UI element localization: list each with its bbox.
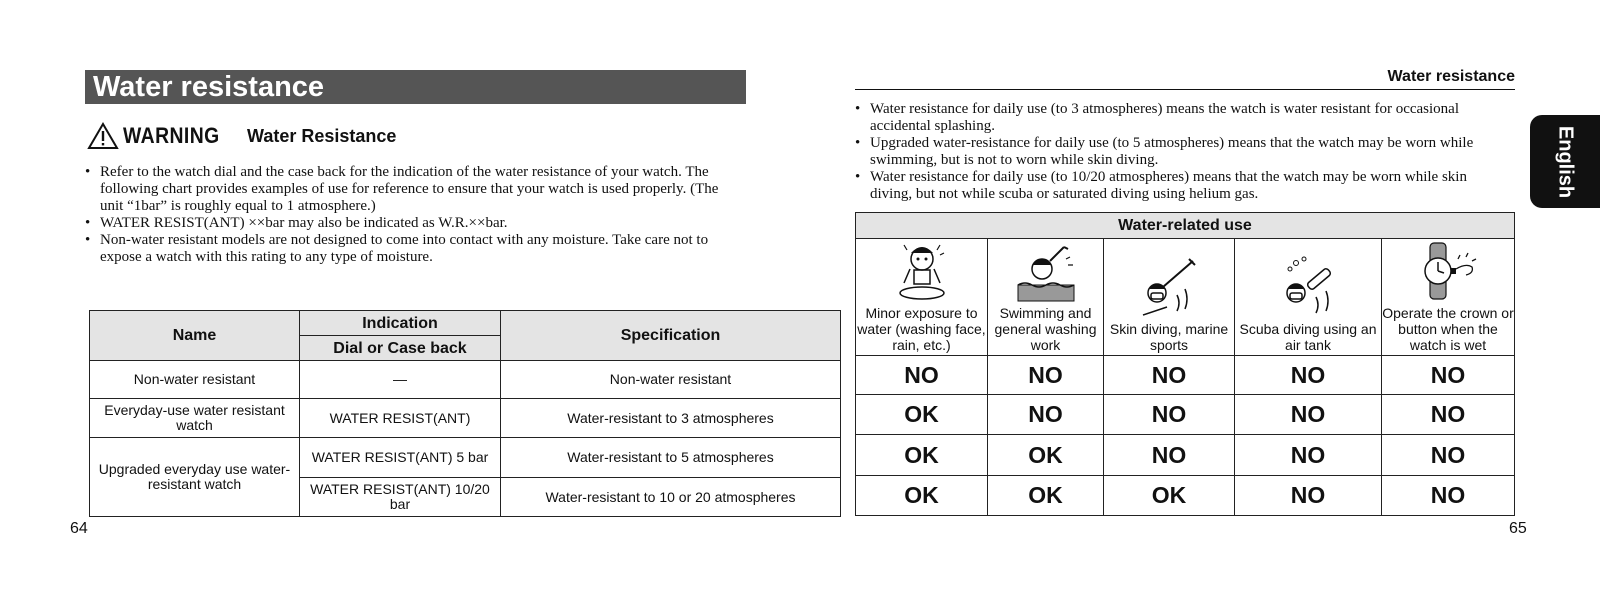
table-row — [856, 476, 1515, 516]
warning-triangle-icon — [87, 122, 119, 150]
col-header-dial: Dial or Case back — [300, 336, 501, 361]
result-cell: NO — [1235, 435, 1382, 476]
cell-name: Everyday-use water resistant watch — [90, 399, 300, 438]
language-tab-label: English — [1554, 125, 1577, 198]
use-column-scuba — [1235, 239, 1382, 356]
wet-watch-icon — [1416, 239, 1480, 303]
list-item: • Upgraded water-resistance for daily use (to 5 atmospheres) means that the watch may be worn while swimming, but is not to worn while skin diving. — [855, 135, 1495, 169]
page-title: Water resistance — [85, 70, 746, 104]
cell-dial: — — [300, 361, 501, 399]
result-cell: NO — [856, 356, 988, 395]
result-cell: OK — [988, 476, 1104, 516]
result-cell: OK — [988, 435, 1104, 476]
result-cell: NO — [1382, 476, 1515, 516]
left-bullet-list — [85, 164, 725, 266]
col-header-name: Name — [90, 311, 300, 361]
page-number-left: 64 — [70, 520, 88, 537]
result-cell: NO — [988, 395, 1104, 435]
use-label: Skin diving, marine sports — [1109, 321, 1229, 353]
result-cell: NO — [1382, 395, 1515, 435]
table-row — [856, 435, 1515, 476]
cell-dial: WATER RESIST(ANT) 10/20 bar — [300, 478, 501, 517]
table-row — [856, 395, 1515, 435]
result-cell: OK — [856, 476, 988, 516]
use-column-wet-crown — [1382, 239, 1515, 356]
cell-dial: WATER RESIST(ANT) — [300, 399, 501, 438]
running-header: Water resistance — [855, 68, 1515, 90]
use-label: Scuba diving using an air tank — [1239, 321, 1377, 353]
col-header-specification: Specification — [501, 311, 841, 361]
table-row — [90, 361, 841, 399]
warning-label: WARNING — [123, 123, 220, 148]
cell-spec: Water-resistant to 10 or 20 atmospheres — [501, 478, 841, 517]
use-label: Swimming and general washing work — [994, 305, 1097, 353]
spec-table — [89, 310, 841, 517]
page-number-right: 65 — [1509, 520, 1527, 537]
water-use-header: Water-related use — [856, 213, 1515, 239]
result-cell: OK — [1104, 476, 1235, 516]
face-washing-icon — [890, 239, 954, 303]
language-tab — [1530, 115, 1600, 208]
result-cell: NO — [1382, 435, 1515, 476]
table-row — [856, 356, 1515, 395]
result-cell: NO — [1235, 476, 1382, 516]
cell-name: Non-water resistant — [90, 361, 300, 399]
result-cell: NO — [1104, 395, 1235, 435]
water-use-table — [855, 212, 1515, 516]
warning-subtitle: Water Resistance — [247, 125, 397, 146]
result-cell: NO — [1104, 435, 1235, 476]
scuba-diver-icon — [1276, 255, 1340, 319]
table-row — [90, 399, 841, 438]
col-header-indication: Indication — [300, 311, 501, 336]
result-cell: NO — [1104, 356, 1235, 395]
warning-heading — [87, 121, 397, 151]
result-cell: NO — [1235, 356, 1382, 395]
use-label: Operate the crown or button when the watch is wet — [1382, 305, 1514, 353]
list-item: • Refer to the watch dial and the case back for the indication of the water resistance of your watch. The following chart provides examples of use for reference to ensure that your watch is used properly. (The unit “1bar” is roughly equal to 1 atmosphere.) — [85, 164, 725, 215]
cell-name: Upgraded everyday use water-resistant watch — [90, 438, 300, 517]
swimmer-icon — [1014, 239, 1078, 303]
cell-dial: WATER RESIST(ANT) 5 bar — [300, 438, 501, 478]
list-item: • Water resistance for daily use (to 10/20 atmospheres) means that the watch may be worn while skin diving, but not while scuba or saturated diving using helium gas. — [855, 169, 1495, 203]
result-cell: NO — [1382, 356, 1515, 395]
right-bullet-list — [855, 101, 1495, 203]
result-cell: NO — [1235, 395, 1382, 435]
cell-spec: Water-resistant to 5 atmospheres — [501, 438, 841, 478]
cell-spec: Non-water resistant — [501, 361, 841, 399]
result-cell: OK — [856, 435, 988, 476]
result-cell: NO — [988, 356, 1104, 395]
table-row — [90, 438, 841, 478]
list-item: • Non-water resistant models are not designed to come into contact with any moisture. Take care not to expose a watch with this rating to any type of moisture. — [85, 232, 725, 266]
result-cell: OK — [856, 395, 988, 435]
use-column-swimming — [988, 239, 1104, 356]
cell-spec: Water-resistant to 3 atmospheres — [501, 399, 841, 438]
list-item: • Water resistance for daily use (to 3 atmospheres) means the watch is water resistant for occasional accidental splashing. — [855, 101, 1495, 135]
list-item: • WATER RESIST(ANT) ××bar may also be indicated as W.R.××bar. — [85, 215, 725, 232]
use-label: Minor exposure to water (washing face, rain, etc.) — [857, 305, 986, 353]
snorkel-diver-icon — [1137, 255, 1201, 319]
use-column-minor-exposure — [856, 239, 988, 356]
use-column-skin-diving — [1104, 239, 1235, 356]
